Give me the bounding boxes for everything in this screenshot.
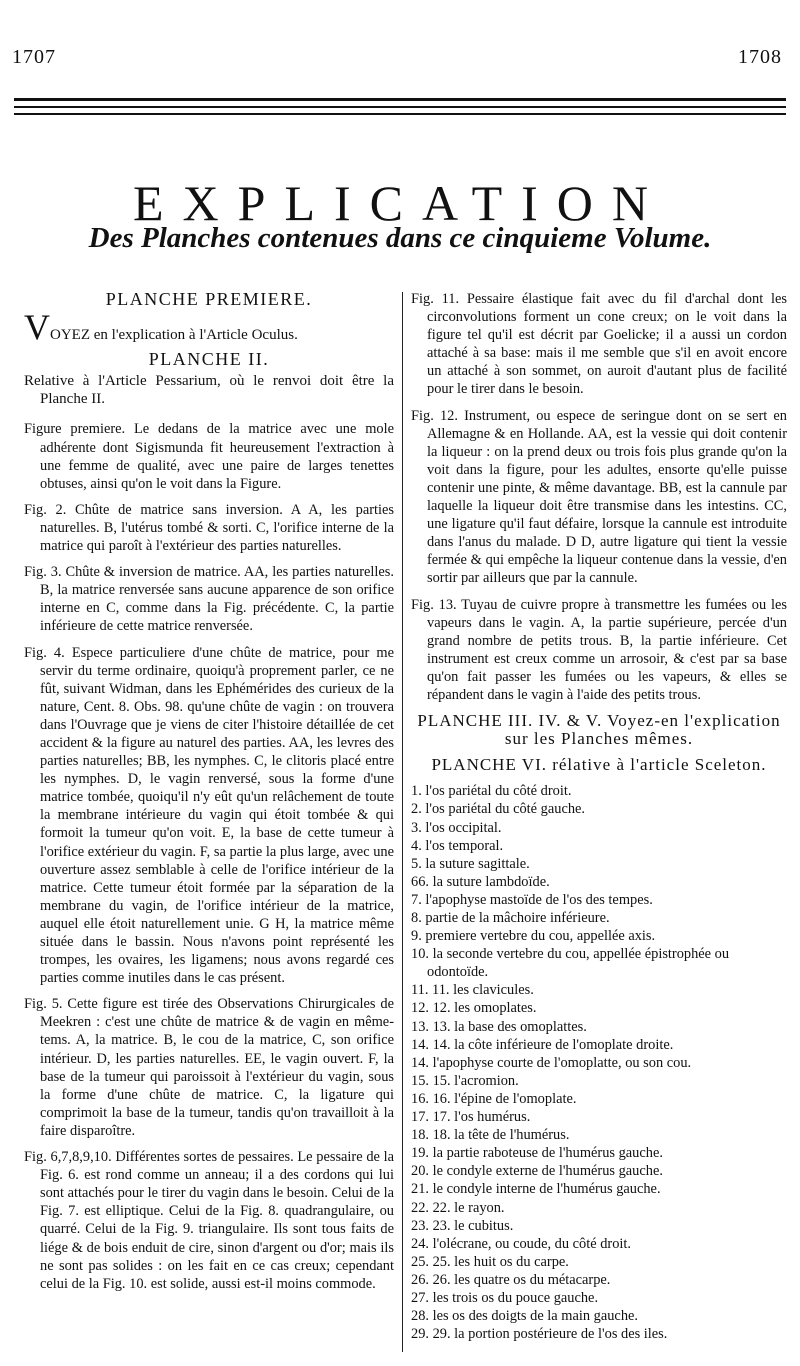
list-item: 1. l'os pariétal du côté droit. — [411, 783, 572, 800]
list-item: 28. les os des doigts de la main gauche. — [411, 1308, 639, 1325]
list-item: 9. premiere vertebre du cou, appellée axis. — [411, 928, 656, 945]
figure-paragraph: Fig. 4. Espece particuliere d'une chûte de matrice, pour me servir du terme ordinaire, quoiqu'à proprement parler, ce ne fût, suivant Widman, dans les Ephémérides des curieux de la nature, Cent. 8. Obs. 98. qu'une chûte de vagin : on trouvera dans l'Ouvrage que je viens de citer l'histoire détaillée de cet accident & la figure au naturel des parties. AA, les levres des parties naturelles; BB, les nymphes. C, le clitoris placé entre les nymphes. D, le vagin renversé, sous la forme d'une matrice tombée, quoiqu'il n'y eût qu'un relâchement de toute la membrane intérieure du vagin qui étoit tombée & qui formoit la tumeur qu'on voit. E, la base de cette tumeur à l'orifice extérieur du vagin. F, sa partie la plus large, avec une ouverture assez semblable à celle de l'orifice intérieur de la matrice. Cette tumeur étoit formée par la séparation de la membrane du vagin, de l'orifice intérieur de la matrice, auquel elle étoit naturellement unie. G H, la matrice même située dans le bassin. Nous n'avons point représenté les trompes, les ovaires, les ligamens; nous avons regardé ces parties comme inutiles dans le cas présent. — [24, 644, 394, 987]
list-item: 17. 17. l'os humérus. — [411, 1109, 531, 1126]
list-item: 11. 11. les clavicules. — [411, 982, 534, 999]
list-item: 22. 22. le rayon. — [411, 1199, 505, 1216]
list-item: 21. le condyle interne de l'humérus gauche. — [411, 1181, 661, 1198]
list-item: 8. partie de la mâchoire inférieure. — [411, 910, 610, 926]
page-title: EXPLICATION — [133, 174, 667, 231]
figure-paragraph: Fig. 12. Instrument, ou espece de seringue dont on se sert en Allemagne & en Hollande. AA, est la vessie qui doit contenir la liqueur : on la prend deux ou trois fois plus grande qu'on la voit dans la figure, pour les adultes, ensorte qu'elle puisse contenir une pinte, & même davantage. BB, est la cannule par laquelle la liqueur doit être transmise dans les intestins. CC, une ligature qu'il faut défaire, lorsque la cannule est introduite dans l'anus du malade. D D, autre ligature qui tient la vessie fermée & qui empêche la liqueur contenue dans la vessie, d'en sortir par ailleurs que par la cannule. — [411, 407, 787, 587]
list-item: 25. 25. les huit os du carpe. — [411, 1253, 569, 1270]
top-rule-double — [14, 106, 786, 108]
list-item: 18. 18. la tête de l'humérus. — [411, 1127, 570, 1144]
plate-6-heading: PLANCHE VI. rélative à l'article Sceleton. — [431, 755, 767, 775]
plate-2-intro: Relative à l'Article Pessarium, où le renvoi doit être la Planche II. — [24, 373, 394, 408]
figure-paragraph: Fig. 5. Cette figure est tirée des Observations Chirurgicales de Meekren : c'est une chûte de matrice & de vagin en même-tems. A, la matrice. B, le cou de la matrice, C, son orifice intérieur. D, les parties naturelles. EE, le vagin ouvert. F, la base de la tumeur qui paroissoit à l'extérieur du vagin, sous la forme d'une chûte de matrice. C, la ligature qui comprimoit la base de la tumeur, tandis qu'on travailloit à la faire disparoître. — [24, 996, 394, 1139]
list-item: 26. 26. les quatre os du métacarpe. — [411, 1271, 611, 1288]
plate-1-body: OYEZ en l'explication à l'Article Oculus. — [50, 327, 298, 344]
list-item: 66. la suture lambdoïde. — [411, 873, 550, 890]
list-item: 16. 16. l'épine de l'omoplate. — [411, 1090, 577, 1107]
list-item: 23. 23. le cubitus. — [411, 1217, 514, 1234]
list-item: 7. l'apophyse mastoïde de l'os des tempes. — [411, 891, 653, 908]
list-item: 20. le condyle externe de l'humérus gauche. — [411, 1163, 663, 1180]
list-item: 19. la partie raboteuse de l'humérus gauche. — [411, 1145, 663, 1162]
page-subtitle: Des Planches contenues dans ce cinquieme Volume. — [88, 222, 712, 254]
figure-paragraph: Fig. 13. Tuyau de cuivre propre à transmettre les fumées ou les vapeurs dans le vagin. A, la partie supérieure, percée d'un grand nombre de petits trous. B, la partie inférieure. Cet instrument est creux comme un arrosoir, & c'est par sa base qu'on fait passer les fumées ou les vapeurs, & elles se répandent dans le vagin à l'aide des petits trous. — [411, 596, 787, 703]
figure-paragraph: Fig. 11. Pessaire élastique fait avec du fil d'archal dont les circonvolutions forment un cone creux; on le voit dans la figure tel qu'il est décrit par Goelicke; il a aussi un cordon attaché à sa base: mais il me semble que s'il en avoit encore un attaché à son sommet, on auroit d'autant plus de facilité pour le tirer dans le besoin. — [411, 291, 787, 398]
list-item: 24. l'olécrane, ou coude, du côté droit. — [411, 1235, 631, 1252]
list-item: 4. l'os temporal. — [411, 837, 504, 854]
list-item: 29. 29. la portion postérieure de l'os des iles. — [411, 1326, 668, 1343]
plate-2-heading: PLANCHE II. — [148, 349, 270, 370]
list-item: 2. l'os pariétal du côté gauche. — [411, 801, 586, 818]
drop-cap: V — [24, 307, 50, 348]
column-divider — [402, 292, 403, 1352]
top-rule-triple — [14, 113, 786, 115]
list-item: 27. les trois os du pouce gauche. — [411, 1289, 599, 1306]
list-item: 3. l'os occipital. — [411, 819, 502, 836]
list-item: 14. 14. la côte inférieure de l'omoplate droite. — [411, 1036, 674, 1053]
figure-paragraph: Figure premiere. Le dedans de la matrice avec une mole adhérente dont Sigismunda fit heureusement l'extraction à une femme de qualité, avec une paire de larges tenettes obtuses, ainsi qu'on le voit dans la Figure. — [24, 421, 394, 492]
list-item: 14. l'apophyse courte de l'omoplatte, ou son cou. — [411, 1054, 692, 1071]
list-item: 5. la suture sagittale. — [411, 855, 530, 872]
page-number-left: 1707 — [12, 46, 56, 68]
top-rule — [14, 98, 786, 101]
plate-3-heading: PLANCHE III. IV. & V. Voyez-en l'explication sur les Planches mêmes. — [417, 711, 781, 749]
list-item: 15. 15. l'acromion. — [411, 1072, 519, 1089]
list-item: 12. 12. les omoplates. — [411, 1000, 537, 1017]
page-number-right: 1708 — [738, 46, 782, 68]
list-item: 13. 13. la base des omoplattes. — [411, 1018, 587, 1035]
plate-1-heading: PLANCHE PREMIERE. — [105, 289, 313, 309]
figure-paragraph: Fig. 2. Chûte de matrice sans inversion. A A, les parties naturelles. B, l'utérus tombé & sorti. C, l'orifice interne de la matrice qui paroît à l'extérieur des parties naturelles. — [24, 501, 394, 555]
right-column — [411, 290, 787, 1343]
left-column — [24, 290, 394, 1301]
list-item: 10. la seconde vertebre du cou, appellée épistrophée ou odontoïde. — [411, 946, 730, 981]
plate-1-text — [24, 307, 394, 348]
figure-paragraph: Fig. 6,7,8,9,10. Différentes sortes de pessaires. Le pessaire de la Fig. 6. est rond comme un anneau; il a des cordons qui lui sont attachés pour le tirer du vagin dans le besoin. Celui de la Fig. 7. est elliptique. Celui de la Fig. 8. quadrangulaire, ou quarré. Celui de la Fig. 9. triangulaire. Ils sont tous faits de liége & de bois enduit de cire, sinon d'argent ou d'or; mais ils ne sont pas solides : on les fait en ce cas creux; cependant celui de la Fig. 10. est solide, aussi est-il moins commode. — [24, 1149, 394, 1292]
skeleton-legend — [411, 782, 787, 1343]
figure-paragraph: Fig. 3. Chûte & inversion de matrice. AA, les parties naturelles. B, la matrice renversée sans aucune apparence de son orifice interne en C, comme dans la Fig. précédente. C, la partie inférieure de cette matrice renversée. — [24, 564, 394, 635]
